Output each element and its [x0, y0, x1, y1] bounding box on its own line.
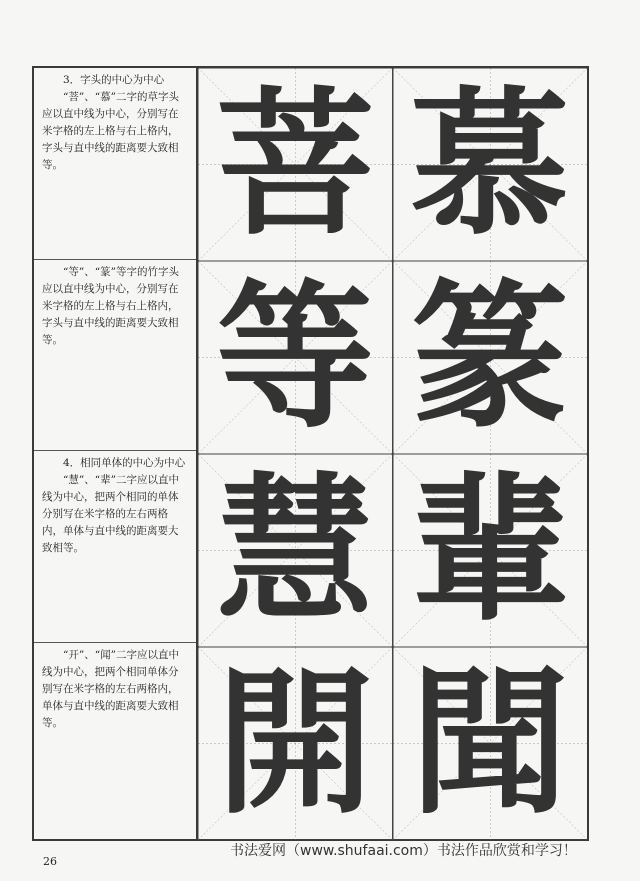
mi-grid-cell — [198, 454, 393, 647]
calligraphy-character: 輩 — [410, 457, 569, 643]
calligraphy-character: 開 — [216, 650, 375, 836]
mi-grid-cell — [393, 647, 588, 840]
mi-grid-cell — [393, 261, 588, 454]
note-1 — [34, 68, 196, 260]
note-4-text: “开”、“闻”二字应以直中线为中心，把两个相同单体分别写在米字格的左右两格内，单体与直中线的距离要大致相等。 — [42, 649, 179, 729]
note-2-text: “等”、“篆”等字的竹字头应以直中线为中心，分别写在米字格的左上格与右上格内，字头与直中线的距离要大致相等。 — [42, 266, 179, 346]
mi-grid-cell — [393, 454, 588, 647]
calligraphy-character: 篆 — [410, 264, 569, 450]
calligraphy-character: 等 — [216, 264, 375, 450]
calligraphy-character: 慕 — [410, 71, 569, 257]
copybook-frame — [32, 66, 589, 841]
note-3 — [34, 451, 196, 643]
footer-watermark: 书法爱网（www.shufaai.com）书法作品欣赏和学习！ — [230, 843, 577, 859]
calligraphy-character: 菩 — [216, 71, 375, 257]
page-number: 26 — [43, 855, 57, 868]
calligraphy-character: 慧 — [216, 457, 375, 643]
note-4 — [34, 643, 196, 839]
note-3-text: “慧”、“辈”二字应以直中线为中心，把两个相同的单体分别写在米字格的左右两格内，单体与直中线的距离要大致相等。 — [42, 474, 179, 554]
note-3-heading: 4．相同单体的中心为中心 — [63, 457, 186, 469]
note-2 — [34, 260, 196, 451]
mi-grid-cell — [198, 261, 393, 454]
mi-grid-cell — [198, 647, 393, 840]
calligraphy-character: 聞 — [410, 650, 569, 836]
notes-column — [34, 68, 198, 839]
mi-grid-cell — [393, 68, 588, 261]
mi-grid-cell — [198, 68, 393, 261]
note-1-text: “菩”、“慕”二字的草字头应以直中线为中心，分别写在米字格的左上格与右上格内，字头与直中线的距离要大致相等。 — [42, 91, 179, 171]
note-1-heading: 3．字头的中心为中心 — [63, 74, 165, 86]
mi-grid — [198, 68, 587, 839]
